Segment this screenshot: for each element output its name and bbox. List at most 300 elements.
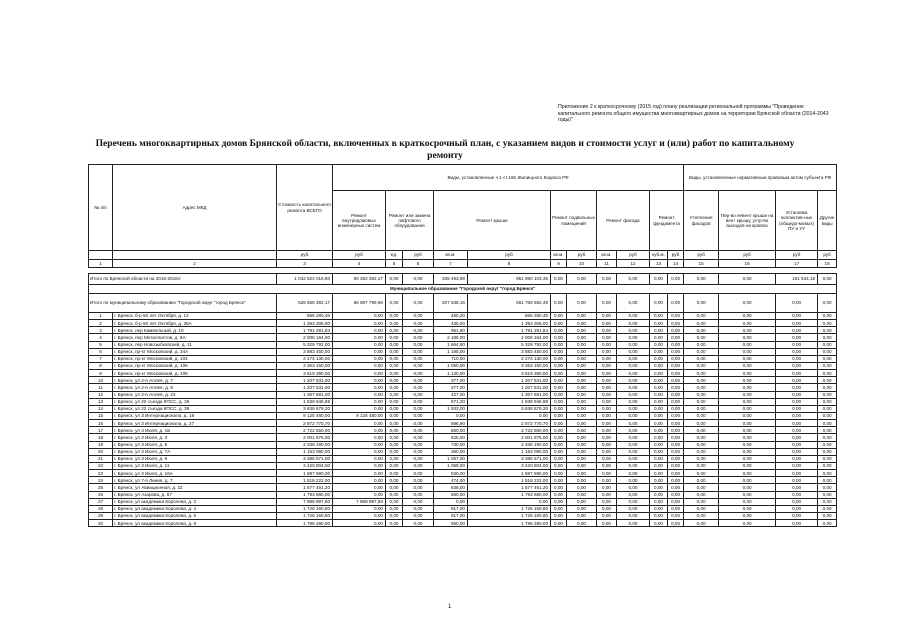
- other-cost-cell: 0,00: [818, 448, 837, 455]
- insulation-cost-cell: 0,00: [684, 484, 719, 491]
- table-row: [89, 412, 837, 419]
- insulation-cost-cell: 0,00: [684, 462, 719, 469]
- unit-cell: руб: [567, 251, 597, 260]
- foundation-cost-cell: 0,00: [668, 377, 684, 384]
- basement-area-cell: 0,00: [551, 320, 567, 327]
- basement-area-cell: 0,00: [551, 427, 567, 434]
- elevator-cost-cell: 0,00: [403, 448, 434, 455]
- foundation-volume-cell: 0,00: [650, 427, 668, 434]
- roof-area-cell: 0,00: [434, 412, 468, 419]
- foundation-volume-cell: 0,00: [650, 320, 668, 327]
- elevator-units-cell: 0,00: [386, 448, 403, 455]
- facade-area-cell: 0,00: [597, 355, 617, 362]
- header-row-col-numbers: [89, 260, 837, 268]
- meters-cost-cell: 0,00: [776, 484, 818, 491]
- region-total-value: 0,00: [650, 274, 668, 285]
- unit-cell: кв.м.: [434, 251, 468, 260]
- foundation-cost-cell: 0,00: [668, 320, 684, 327]
- table-row: [89, 334, 837, 341]
- cost-total-cell: 1 697 590,00: [277, 470, 333, 477]
- col-number: 11: [597, 260, 617, 268]
- cost-total-cell: 1 207 531,00: [277, 384, 333, 391]
- unit-cell: руб: [617, 251, 650, 260]
- meters-cost-cell: 0,00: [776, 348, 818, 355]
- roof-area-cell: 850,00: [434, 427, 468, 434]
- foundation-cost-cell: 0,00: [668, 427, 684, 434]
- other-cost-cell: 0,00: [818, 498, 837, 505]
- basement-cost-cell: 0,00: [567, 491, 597, 498]
- foundation-cost-cell: 0,00: [668, 498, 684, 505]
- foundation-volume-cell: 0,00: [650, 391, 668, 398]
- engineering-cell: 0,00: [333, 348, 386, 355]
- engineering-cell: 0,00: [333, 455, 386, 462]
- row-number-cell: 4: [89, 334, 113, 341]
- foundation-cost-cell: 0,00: [668, 405, 684, 412]
- elevator-cost-cell: 0,00: [403, 320, 434, 327]
- basement-area-cell: 0,00: [551, 498, 567, 505]
- facade-cost-cell: 0,00: [617, 313, 650, 320]
- basement-area-cell: 0,00: [551, 355, 567, 362]
- cost-total-cell: 2 338 190,00: [277, 441, 333, 448]
- table-row: [89, 320, 837, 327]
- meters-cost-cell: 0,00: [776, 512, 818, 519]
- col-number: 1: [89, 260, 113, 268]
- basement-cost-cell: 0,00: [567, 341, 597, 348]
- header-group-subject: Виды, установленные нормативным правовым актом субъекта РФ: [684, 165, 837, 191]
- elevator-units-cell: 0,00: [386, 348, 403, 355]
- meters-cost-cell: 0,00: [776, 320, 818, 327]
- region-total-value: 0,00: [617, 274, 650, 285]
- flat-roof-cost-cell: 0,00: [719, 362, 776, 369]
- basement-area-cell: 0,00: [551, 405, 567, 412]
- row-number-cell: 6: [89, 348, 113, 355]
- cost-total-cell: 9 125 480,00: [277, 412, 333, 419]
- row-number-cell: 9: [89, 370, 113, 377]
- facade-area-cell: 0,00: [597, 313, 617, 320]
- basement-cost-cell: 0,00: [567, 427, 597, 434]
- header-row-groups: [89, 165, 837, 191]
- other-cost-cell: 0,00: [818, 491, 837, 498]
- page-number: 1: [448, 604, 452, 610]
- row-number-cell: 18: [89, 434, 113, 441]
- basement-area-cell: 0,00: [551, 384, 567, 391]
- document-title: Перечень многоквартирных домов Брянской области, включенных в краткосрочный план, с указанием видов и стоимости услуг и (или) работ по капитальному ремонту: [95, 138, 795, 161]
- table-row: [89, 498, 837, 505]
- facade-area-cell: 0,00: [597, 320, 617, 327]
- flat-roof-cost-cell: 0,00: [719, 412, 776, 419]
- municipality-total-value: 0,00: [597, 294, 617, 313]
- facade-area-cell: 0,00: [597, 434, 617, 441]
- flat-roof-cost-cell: 0,00: [719, 313, 776, 320]
- flat-roof-cost-cell: 0,00: [719, 355, 776, 362]
- table-row: [89, 348, 837, 355]
- foundation-cost-cell: 0,00: [668, 313, 684, 320]
- row-number-cell: 26: [89, 491, 113, 498]
- elevator-units-cell: 0,00: [386, 391, 403, 398]
- roof-area-cell: 838,00: [434, 484, 468, 491]
- address-cell: г. Брянск, ул 3 Июля, д. 5: [113, 441, 277, 448]
- foundation-cost-cell: 0,00: [668, 391, 684, 398]
- facade-area-cell: 0,00: [597, 398, 617, 405]
- cost-total-cell: 1 639 946,88: [277, 398, 333, 405]
- roof-cost-cell: 1 726 160,80: [468, 505, 551, 512]
- flat-roof-cost-cell: 0,00: [719, 498, 776, 505]
- header-roof: Ремонт крыши: [434, 191, 551, 251]
- municipality-total-value: 66 987 799,68: [333, 294, 386, 313]
- roof-area-cell: 427,00: [434, 391, 468, 398]
- basement-cost-cell: 0,00: [567, 498, 597, 505]
- flat-roof-cost-cell: 0,00: [719, 441, 776, 448]
- flat-roof-cost-cell: 0,00: [719, 484, 776, 491]
- elevator-units-cell: 0,00: [386, 355, 403, 362]
- roof-cost-cell: 1 207 531,00: [468, 384, 551, 391]
- facade-area-cell: 0,00: [597, 377, 617, 384]
- flat-roof-cost-cell: 0,00: [719, 427, 776, 434]
- elevator-units-cell: 0,00: [386, 484, 403, 491]
- insulation-cost-cell: 0,00: [684, 391, 719, 398]
- facade-cost-cell: 0,00: [617, 427, 650, 434]
- roof-area-cell: 917,00: [434, 505, 468, 512]
- roof-cost-cell: 3 385 571,00: [468, 455, 551, 462]
- foundation-volume-cell: 0,00: [650, 462, 668, 469]
- foundation-volume-cell: 0,00: [650, 355, 668, 362]
- region-total-value: 0,00: [818, 274, 837, 285]
- engineering-cell: 0,00: [333, 377, 386, 384]
- meters-cost-cell: 0,00: [776, 491, 818, 498]
- roof-area-cell: 530,00: [434, 470, 468, 477]
- engineering-cell: 0,00: [333, 391, 386, 398]
- roof-area-cell: 896,90: [434, 420, 468, 427]
- meters-cost-cell: 0,00: [776, 434, 818, 441]
- basement-area-cell: 0,00: [551, 462, 567, 469]
- roof-area-cell: 1 195,00: [434, 348, 468, 355]
- basement-area-cell: 0,00: [551, 520, 567, 527]
- basement-area-cell: 0,00: [551, 377, 567, 384]
- basement-area-cell: 0,00: [551, 327, 567, 334]
- cost-total-cell: 7 989 997,60: [277, 498, 333, 505]
- basement-cost-cell: 0,00: [567, 512, 597, 519]
- row-number-cell: 8: [89, 362, 113, 369]
- foundation-cost-cell: 0,00: [668, 512, 684, 519]
- roof-cost-cell: 1 726 160,80: [468, 512, 551, 519]
- foundation-cost-cell: 0,00: [668, 348, 684, 355]
- facade-cost-cell: 0,00: [617, 441, 650, 448]
- region-total-value: 0,00: [386, 274, 403, 285]
- insulation-cost-cell: 0,00: [684, 512, 719, 519]
- flat-roof-cost-cell: 0,00: [719, 391, 776, 398]
- engineering-cell: 7 989 997,60: [333, 498, 386, 505]
- elevator-cost-cell: 0,00: [403, 505, 434, 512]
- insulation-cost-cell: 0,00: [684, 498, 719, 505]
- insulation-cost-cell: 0,00: [684, 334, 719, 341]
- elevator-units-cell: 0,00: [386, 455, 403, 462]
- cost-total-cell: 2 001 875,00: [277, 434, 333, 441]
- flat-roof-cost-cell: 0,00: [719, 398, 776, 405]
- insulation-cost-cell: 0,00: [684, 398, 719, 405]
- municipality-total-value: 0,00: [719, 294, 776, 313]
- row-number-cell: 7: [89, 355, 113, 362]
- elevator-cost-cell: 0,00: [403, 334, 434, 341]
- other-cost-cell: 0,00: [818, 313, 837, 320]
- cost-total-cell: 3 883 450,00: [277, 348, 333, 355]
- municipality-total-value: 561 768 592,49: [468, 294, 551, 313]
- meters-cost-cell: 0,00: [776, 420, 818, 427]
- elevator-cost-cell: 0,00: [403, 327, 434, 334]
- roof-cost-cell: 2 872 770,70: [468, 420, 551, 427]
- col-number: 7: [434, 260, 468, 268]
- header-other: Другие виды: [818, 191, 837, 251]
- facade-area-cell: 0,00: [597, 484, 617, 491]
- elevator-cost-cell: 0,00: [403, 370, 434, 377]
- elevator-cost-cell: 0,00: [403, 491, 434, 498]
- unit-cell: куб.м.: [650, 251, 668, 260]
- meters-cost-cell: 0,00: [776, 341, 818, 348]
- header-group-166: Виды, установленные ч.1 ст.166 Жилищного Кодекса РФ: [333, 165, 684, 191]
- meters-cost-cell: 0,00: [776, 405, 818, 412]
- engineering-cell: 0,00: [333, 420, 386, 427]
- insulation-cost-cell: 0,00: [684, 441, 719, 448]
- municipality-total-value: 0,00: [551, 294, 567, 313]
- col-number: 5: [386, 260, 403, 268]
- meters-cost-cell: 0,00: [776, 520, 818, 527]
- elevator-cost-cell: 0,00: [403, 348, 434, 355]
- unit-cell: руб: [818, 251, 837, 260]
- cost-total-cell: 5 329 792,00: [277, 341, 333, 348]
- foundation-volume-cell: 0,00: [650, 377, 668, 384]
- roof-cost-cell: 866 280,48: [468, 313, 551, 320]
- foundation-cost-cell: 0,00: [668, 455, 684, 462]
- engineering-cell: 0,00: [333, 334, 386, 341]
- table-row: [89, 313, 837, 320]
- facade-area-cell: 0,00: [597, 477, 617, 484]
- other-cost-cell: 0,00: [818, 384, 837, 391]
- engineering-cell: 0,00: [333, 398, 386, 405]
- roof-cost-cell: 1 788 280,00: [468, 520, 551, 527]
- foundation-cost-cell: 0,00: [668, 462, 684, 469]
- table-row: [89, 420, 837, 427]
- foundation-volume-cell: 0,00: [650, 398, 668, 405]
- row-number-cell: 3: [89, 327, 113, 334]
- foundation-volume-cell: 0,00: [650, 370, 668, 377]
- foundation-cost-cell: 0,00: [668, 484, 684, 491]
- meters-cost-cell: 0,00: [776, 313, 818, 320]
- facade-area-cell: 0,00: [597, 505, 617, 512]
- facade-cost-cell: 0,00: [617, 398, 650, 405]
- table-row: [89, 448, 837, 455]
- table-row: [89, 398, 837, 405]
- other-cost-cell: 0,00: [818, 505, 837, 512]
- facade-area-cell: 0,00: [597, 420, 617, 427]
- unit-cell-empty: [89, 251, 113, 260]
- foundation-cost-cell: 0,00: [668, 477, 684, 484]
- municipality-heading-row: [89, 285, 837, 294]
- other-cost-cell: 0,00: [818, 477, 837, 484]
- roof-area-cell: 1 050,00: [434, 362, 468, 369]
- cost-total-cell: 1 393 305,00: [277, 320, 333, 327]
- municipality-total-row: [89, 294, 837, 313]
- facade-cost-cell: 0,00: [617, 498, 650, 505]
- elevator-cost-cell: 0,00: [403, 512, 434, 519]
- table-row: [89, 355, 837, 362]
- foundation-volume-cell: 0,00: [650, 470, 668, 477]
- address-cell: г. Брянск, ул 3 Июля, д. 7А: [113, 448, 277, 455]
- municipality-total-value: 0,00: [684, 294, 719, 313]
- region-total-value: 161 534,18: [776, 274, 818, 285]
- facade-cost-cell: 0,00: [617, 512, 650, 519]
- roof-cost-cell: 3 619 390,00: [468, 370, 551, 377]
- insulation-cost-cell: 0,00: [684, 412, 719, 419]
- address-cell: г. Брянск, пр-кт Московский, д. 108: [113, 370, 277, 377]
- address-cell: г. Брянск, б-р 50 лет Октября, д. 14: [113, 313, 277, 320]
- foundation-cost-cell: 0,00: [668, 327, 684, 334]
- engineering-cell: 0,00: [333, 448, 386, 455]
- row-number-cell: 13: [89, 398, 113, 405]
- address-cell: г. Брянск, ул академика Королева, д. 2: [113, 498, 277, 505]
- elevator-units-cell: 0,00: [386, 398, 403, 405]
- foundation-cost-cell: 0,00: [668, 341, 684, 348]
- row-number-cell: 12: [89, 391, 113, 398]
- meters-cost-cell: 0,00: [776, 362, 818, 369]
- header-row-units: [89, 251, 837, 260]
- foundation-cost-cell: 0,00: [668, 441, 684, 448]
- basement-cost-cell: 0,00: [567, 320, 597, 327]
- foundation-volume-cell: 0,00: [650, 477, 668, 484]
- basement-cost-cell: 0,00: [567, 391, 597, 398]
- basement-area-cell: 0,00: [551, 370, 567, 377]
- elevator-units-cell: 0,00: [386, 334, 403, 341]
- region-total-value: 0,00: [567, 274, 597, 285]
- row-number-cell: 11: [89, 384, 113, 391]
- meters-cost-cell: 0,00: [776, 384, 818, 391]
- elevator-cost-cell: 0,00: [403, 470, 434, 477]
- municipality-total-value: 0,00: [567, 294, 597, 313]
- roof-cost-cell: 1 207 531,00: [468, 377, 551, 384]
- facade-area-cell: 0,00: [597, 441, 617, 448]
- elevator-units-cell: 0,00: [386, 405, 403, 412]
- facade-cost-cell: 0,00: [617, 348, 650, 355]
- other-cost-cell: 0,00: [818, 370, 837, 377]
- flat-roof-cost-cell: 0,00: [719, 520, 776, 527]
- basement-area-cell: 0,00: [551, 512, 567, 519]
- row-number-cell: 24: [89, 477, 113, 484]
- basement-cost-cell: 0,00: [567, 412, 597, 419]
- flat-roof-cost-cell: 0,00: [719, 384, 776, 391]
- roof-cost-cell: 0,00: [468, 498, 551, 505]
- elevator-cost-cell: 0,00: [403, 412, 434, 419]
- table-row: [89, 505, 837, 512]
- elevator-cost-cell: 0,00: [403, 520, 434, 527]
- roof-area-cell: 1 933,00: [434, 405, 468, 412]
- address-cell: г. Брянск, ул Авиационная, д. 22: [113, 484, 277, 491]
- address-cell: г. Брянск, ул 3 Июля, д. 3: [113, 434, 277, 441]
- basement-area-cell: 0,00: [551, 484, 567, 491]
- table-row: [89, 341, 837, 348]
- roof-cost-cell: 2 338 190,00: [468, 441, 551, 448]
- other-cost-cell: 0,00: [818, 327, 837, 334]
- basement-cost-cell: 0,00: [567, 398, 597, 405]
- row-number-cell: 14: [89, 405, 113, 412]
- facade-cost-cell: 0,00: [617, 505, 650, 512]
- elevator-units-cell: 0,00: [386, 512, 403, 519]
- engineering-cell: 0,00: [333, 370, 386, 377]
- table-row: [89, 377, 837, 384]
- flat-roof-cost-cell: 0,00: [719, 334, 776, 341]
- elevator-units-cell: 0,00: [386, 320, 403, 327]
- facade-area-cell: 0,00: [597, 520, 617, 527]
- row-number-cell: 30: [89, 520, 113, 527]
- table-row: [89, 520, 837, 527]
- insulation-cost-cell: 0,00: [684, 520, 719, 527]
- elevator-units-cell: 0,00: [386, 341, 403, 348]
- roof-cost-cell: 1 367 681,00: [468, 391, 551, 398]
- facade-area-cell: 0,00: [597, 334, 617, 341]
- address-cell: г. Брянск, ул академика Королева, д. 5: [113, 512, 277, 519]
- insulation-cost-cell: 0,00: [684, 470, 719, 477]
- foundation-cost-cell: 0,00: [668, 420, 684, 427]
- basement-cost-cell: 0,00: [567, 420, 597, 427]
- address-cell: г. Брянск, пр-кт Московский, д. 34А: [113, 348, 277, 355]
- address-cell: г. Брянск, ул 2-я Аллея, д. 9: [113, 384, 277, 391]
- other-cost-cell: 0,00: [818, 412, 837, 419]
- header-foundation: Ремонт фундамента: [650, 191, 684, 251]
- roof-area-cell: 1 130,00: [434, 370, 468, 377]
- elevator-cost-cell: 0,00: [403, 420, 434, 427]
- unit-cell: руб: [403, 251, 434, 260]
- region-total-value: 0,00: [684, 274, 719, 285]
- foundation-volume-cell: 0,00: [650, 348, 668, 355]
- municipality-total-value: 626 656 392,17: [277, 294, 333, 313]
- roof-area-cell: 2 186,00: [434, 334, 468, 341]
- basement-cost-cell: 0,00: [567, 362, 597, 369]
- engineering-cell: 0,00: [333, 327, 386, 334]
- other-cost-cell: 0,00: [818, 512, 837, 519]
- facade-area-cell: 0,00: [597, 348, 617, 355]
- other-cost-cell: 0,00: [818, 405, 837, 412]
- header-flat-roof: Пер-во невент крыши на вент крышу, устр-во выходов на кровлю: [719, 191, 776, 251]
- address-cell: г. Брянск, ул 3 Июля, д. 11: [113, 462, 277, 469]
- cost-total-cell: 1 577 451,20: [277, 484, 333, 491]
- cost-total-cell: 1 788 280,00: [277, 520, 333, 527]
- basement-area-cell: 0,00: [551, 455, 567, 462]
- elevator-units-cell: 0,00: [386, 427, 403, 434]
- elevator-cost-cell: 0,00: [403, 341, 434, 348]
- foundation-cost-cell: 0,00: [668, 370, 684, 377]
- cost-total-cell: 866 280,48: [277, 313, 333, 320]
- roof-cost-cell: 1 639 946,88: [468, 398, 551, 405]
- facade-cost-cell: 0,00: [617, 434, 650, 441]
- flat-roof-cost-cell: 0,00: [719, 348, 776, 355]
- row-number-cell: 25: [89, 484, 113, 491]
- insulation-cost-cell: 0,00: [684, 377, 719, 384]
- header-engineering: Ремонт внутридомовых инженерных систем: [333, 191, 386, 251]
- roof-area-cell: 377,00: [434, 377, 468, 384]
- facade-cost-cell: 0,00: [617, 355, 650, 362]
- elevator-units-cell: 0,00: [386, 498, 403, 505]
- facade-area-cell: 0,00: [597, 370, 617, 377]
- roof-area-cell: 560,00: [434, 491, 468, 498]
- basement-area-cell: 0,00: [551, 505, 567, 512]
- table-row: [89, 434, 837, 441]
- basement-cost-cell: 0,00: [567, 505, 597, 512]
- cost-total-cell: 1 791 291,84: [277, 327, 333, 334]
- facade-cost-cell: 0,00: [617, 377, 650, 384]
- municipality-total-label: Итого по муниципальному образованию "Городской округ "город Брянск": [89, 294, 277, 313]
- roof-area-cell: 951,60: [434, 327, 468, 334]
- basement-cost-cell: 0,00: [567, 484, 597, 491]
- unit-cell: руб: [277, 251, 333, 260]
- other-cost-cell: 0,00: [818, 334, 837, 341]
- foundation-cost-cell: 0,00: [668, 434, 684, 441]
